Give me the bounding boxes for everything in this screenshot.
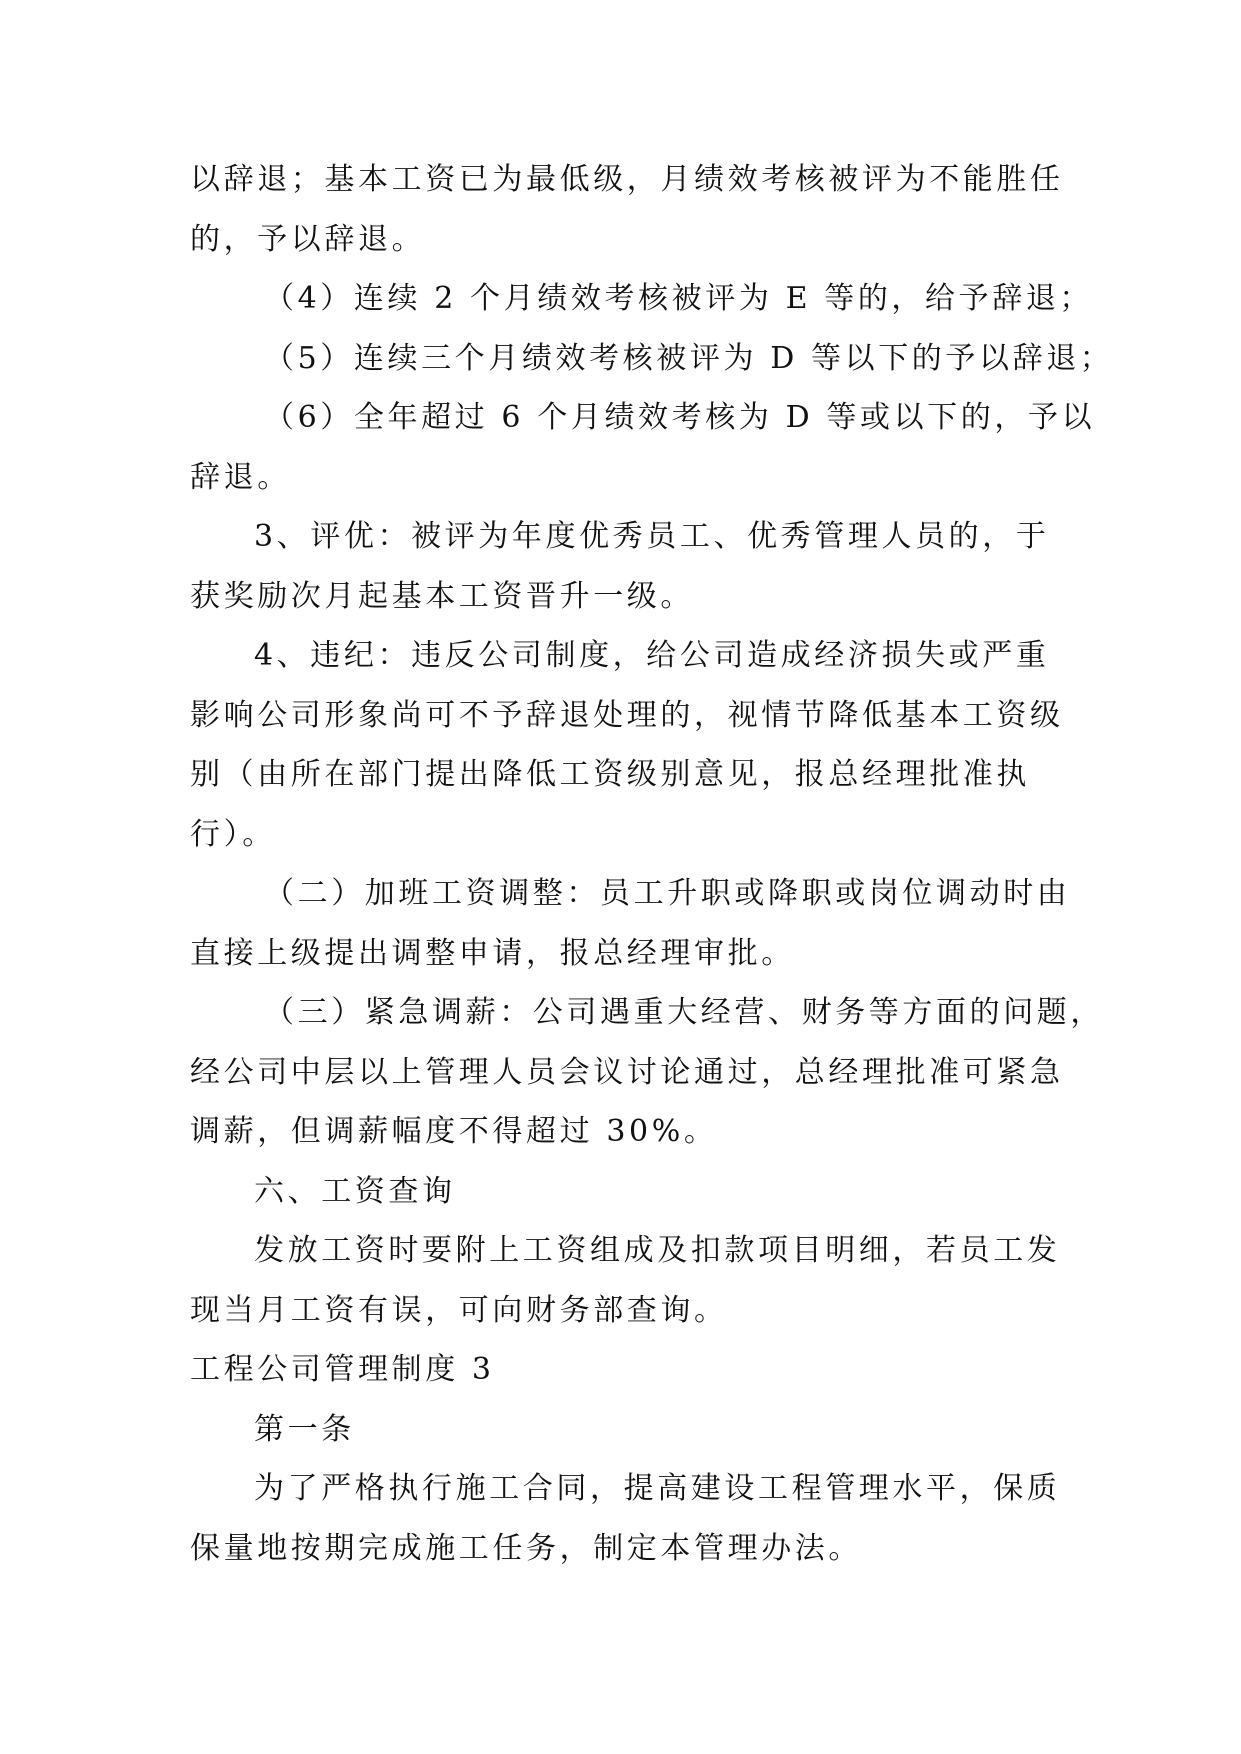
text-line: 保量地按期完成施工任务，制定本管理办法。 <box>190 1530 862 1566</box>
text-line: 别（由所在部门提出降低工资级别意见，报总经理批准执 <box>190 757 1030 792</box>
list-item-4: （4）连续 2 个月绩效考核被评为 E 等的，给予辞退； <box>264 281 1094 316</box>
section-3-evaluation: 3、评优：被评为年度优秀员工、优秀管理人员的，于 <box>254 519 1050 554</box>
list-item-5: （5）连续三个月绩效考核被评为 D 等以下的予以辞退； <box>264 340 1114 376</box>
text-line: 为了严格执行施工合同，提高建设工程管理水平，保质 <box>254 1471 1061 1506</box>
text-line: 调薪，但调薪幅度不得超过 30%。 <box>190 1114 718 1149</box>
document-title-3: 工程公司管理制度 3 <box>190 1352 495 1387</box>
section-emergency-adjustment: （三）紧急调薪：公司遇重大经营、财务等方面的问题， <box>264 995 1104 1030</box>
text-line: 的，予以辞退。 <box>190 221 426 257</box>
article-heading-1: 第一条 <box>254 1411 355 1447</box>
text-line: 现当月工资有误，可向财务部查询。 <box>190 1292 728 1328</box>
text-line: 行）。 <box>190 816 276 852</box>
text-line: 发放工资时要附上工资组成及扣款项目明细，若员工发 <box>254 1233 1061 1268</box>
text-line: 以辞退；基本工资已为最低级，月绩效考核被评为不能胜任 <box>190 162 1064 197</box>
text-line: 辞退。 <box>190 459 291 495</box>
section-overtime-adjustment: （二）加班工资调整：员工升职或降职或岗位调动时由 <box>264 876 1071 911</box>
text-line: 直接上级提出调整申请，报总经理审批。 <box>190 935 795 971</box>
text-line: 获奖励次月起基本工资晋升一级。 <box>190 578 694 614</box>
list-item-6: （6）全年超过 6 个月绩效考核为 D 等或以下的，予以 <box>264 400 1096 435</box>
section-4-discipline: 4、违纪：违反公司制度，给公司造成经济损失或严重 <box>254 638 1050 673</box>
section-heading-salary-inquiry: 六、工资查询 <box>254 1173 456 1209</box>
document-page <box>190 150 1114 1578</box>
text-line: 经公司中层以上管理人员会议讨论通过，总经理批准可紧急 <box>190 1054 1064 1090</box>
text-line: 影响公司形象尚可不予辞退处理的，视情节降低基本工资级 <box>190 697 1064 733</box>
